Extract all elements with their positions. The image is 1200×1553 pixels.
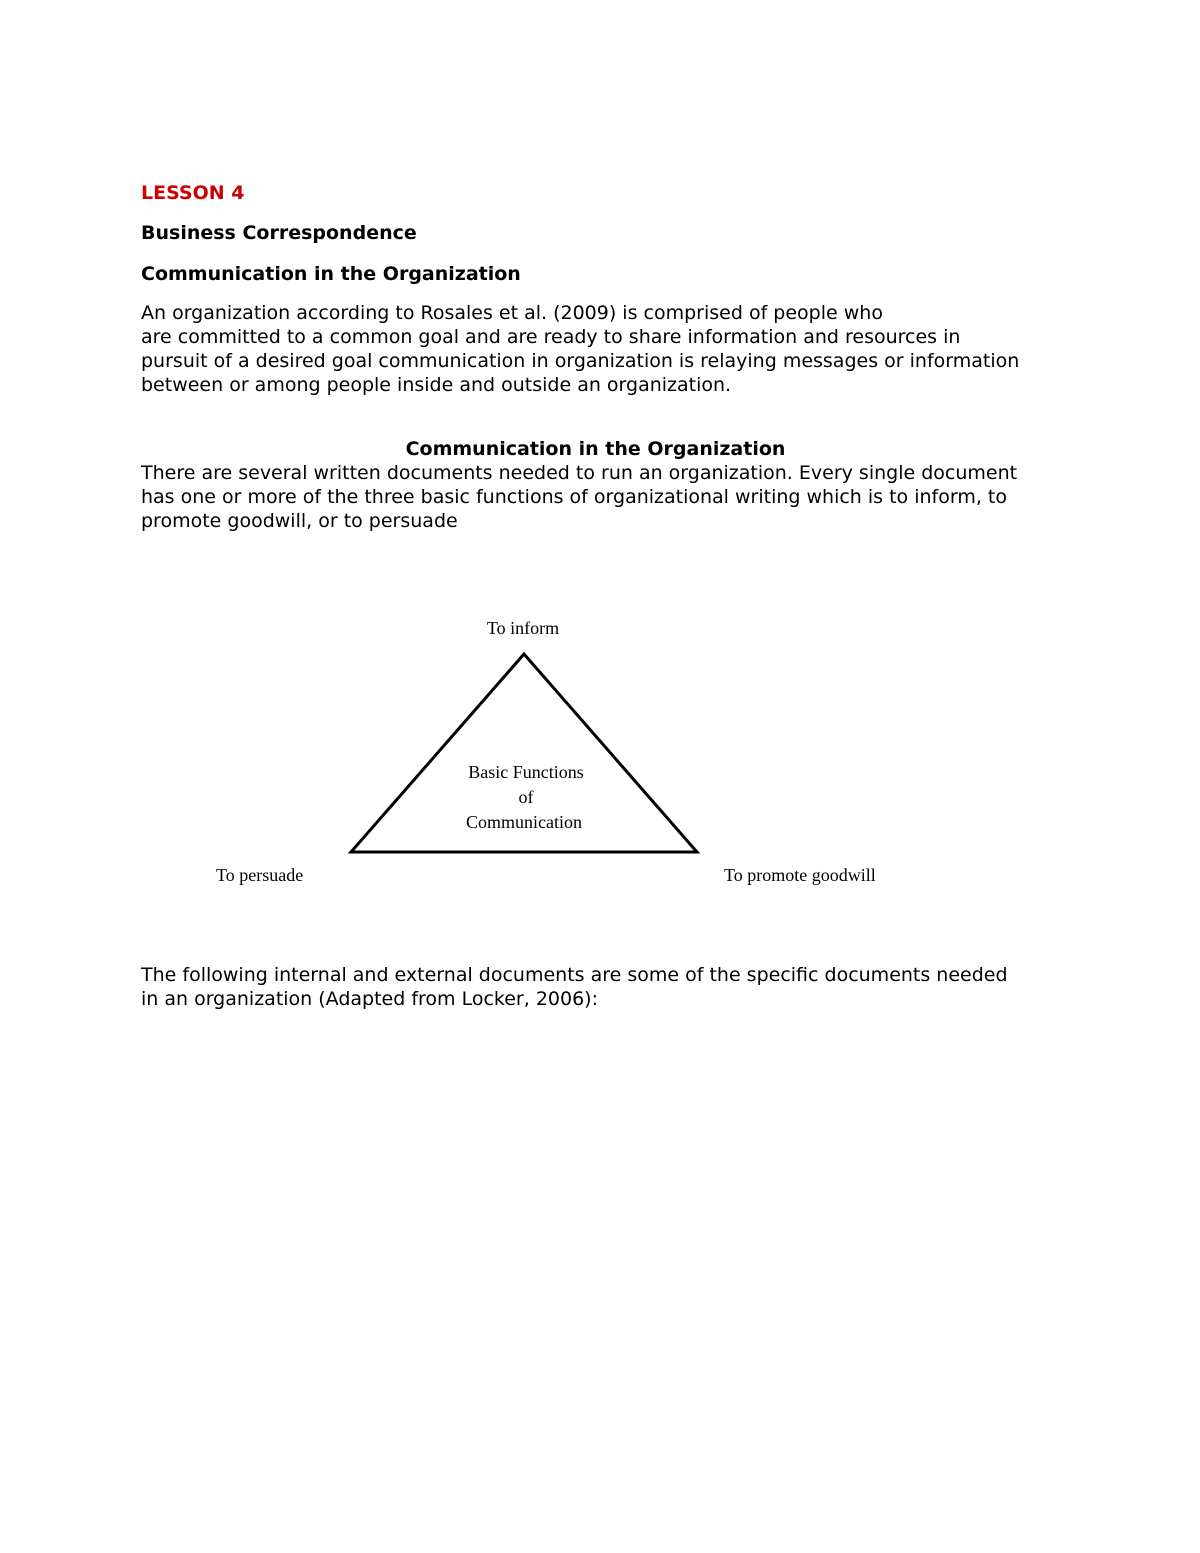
paragraph-line: between or among people inside and outside an organization. (141, 374, 732, 396)
label-to-persuade: To persuade (216, 865, 304, 885)
paragraph-line: The following internal and external documents are some of the specific documents needed (141, 964, 1008, 986)
paragraph-line: There are several written documents needed to run an organization. Every single document (141, 462, 1018, 484)
paragraph-line: An organization according to Rosales et al. (2009) is comprised of people who (141, 302, 883, 324)
intro-paragraph (141, 301, 1061, 397)
document-subtitle: Business Correspondence (141, 222, 417, 244)
center-label-line: Basic Functions (468, 762, 584, 782)
center-label-line: Communication (466, 812, 582, 832)
label-to-inform: To inform (486, 618, 560, 638)
section-heading: Communication in the Organization (141, 263, 521, 285)
paragraph-line: pursuit of a desired goal communication in organization is relaying messages or information (141, 350, 1020, 372)
lesson-label: LESSON 4 (141, 182, 245, 204)
label-to-promote-goodwill: To promote goodwill (724, 865, 876, 885)
center-label-line: of (518, 787, 534, 807)
paragraph-line: are committed to a common goal and are ready to share information and resources in (141, 326, 961, 348)
documents-paragraph (141, 963, 1061, 1011)
functions-paragraph (141, 461, 1061, 533)
centered-heading: Communication in the Organization (405, 438, 786, 460)
paragraph-line: has one or more of the three basic functions of organizational writing which is to inform, to (141, 486, 1007, 508)
paragraph-line: in an organization (Adapted from Locker, 2006): (141, 988, 598, 1010)
triangle-svg (200, 600, 920, 900)
communication-triangle-diagram (200, 600, 920, 900)
paragraph-line: promote goodwill, or to persuade (141, 510, 458, 532)
